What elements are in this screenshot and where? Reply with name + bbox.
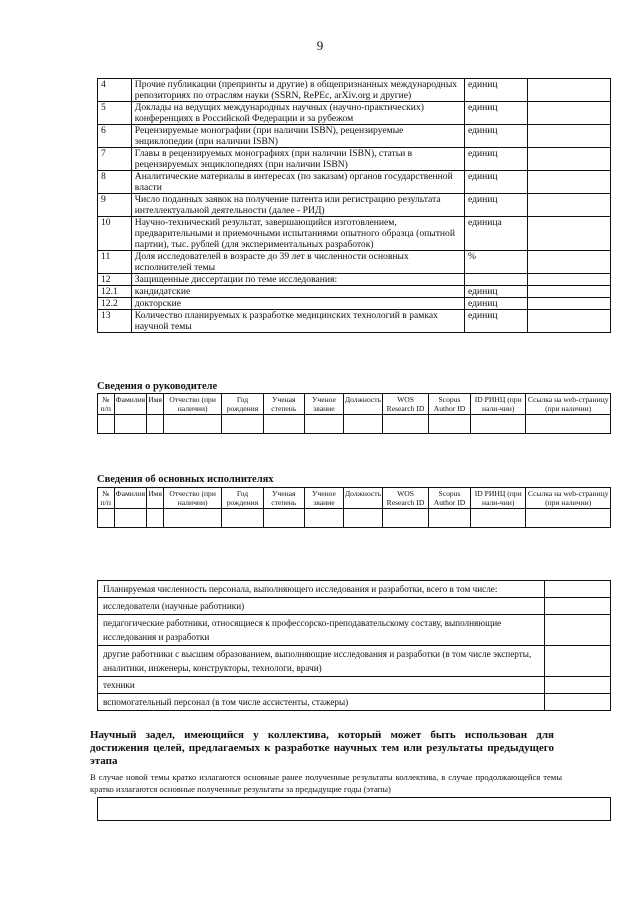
- personnel-row: [98, 581, 611, 598]
- column-header: Имя: [147, 488, 164, 509]
- indicator-value-cell[interactable]: [527, 102, 611, 125]
- empty-cell[interactable]: [98, 509, 115, 528]
- indicator-row: [98, 310, 611, 333]
- indicator-name: Аналитические материалы в интересах (по заказам) органов государственной власти: [131, 171, 464, 194]
- indicator-name: Доклады на ведущих международных научных (научно-практических) конференциях в Российской Федерации и за рубежом: [131, 102, 464, 125]
- empty-cell[interactable]: [163, 509, 221, 528]
- personnel-table: [97, 580, 611, 711]
- column-header: Ученое звание: [304, 488, 343, 509]
- indicator-row: [98, 298, 611, 310]
- personnel-label: исследователи (научные работники): [98, 598, 545, 615]
- empty-cell[interactable]: [263, 509, 304, 528]
- leader-heading: Сведения о руководителе: [97, 381, 218, 392]
- indicator-unit: единица: [464, 217, 527, 251]
- indicator-number: 11: [98, 251, 132, 274]
- column-header: WOS Research ID: [383, 394, 429, 415]
- personnel-label: Планируемая численность персонала, выполняющего исследования и разработки, всего в том числе:: [98, 581, 545, 598]
- column-header: Ученое звание: [304, 394, 343, 415]
- personnel-label: техники: [98, 677, 545, 694]
- indicator-row: [98, 102, 611, 125]
- personnel-label: педагогические работники, относящиеся к профессорско-преподавательскому составу, выполняющие исследования и разработки: [98, 615, 545, 646]
- indicator-name: Научно-технический результат, завершающийся изготовлением, предварительными и приемочными испытаниями опытного образца (опытной партии), тыс. рублей (для экспериментальных разработок): [131, 217, 464, 251]
- indicator-unit: единиц: [464, 298, 527, 310]
- column-header: Ученая степень: [263, 394, 304, 415]
- column-header: ID РИНЦ (при нали-чии): [471, 394, 526, 415]
- personnel-value-cell[interactable]: [544, 615, 610, 646]
- column-header: Отчество (при наличии): [163, 394, 221, 415]
- indicator-number: 6: [98, 125, 132, 148]
- column-header: Год рождения: [222, 394, 263, 415]
- empty-cell[interactable]: [471, 415, 526, 434]
- leader-body: [98, 394, 611, 434]
- indicator-number: 5: [98, 102, 132, 125]
- empty-cell[interactable]: [383, 509, 429, 528]
- indicator-number: 7: [98, 148, 132, 171]
- column-header: Должность: [343, 394, 382, 415]
- indicator-unit: единиц: [464, 171, 527, 194]
- indicator-value-cell[interactable]: [527, 171, 611, 194]
- personnel-label: другие работники с высшим образованием, выполняющие исследования и разработки (в том числе эксперты, аналитики, инженеры, конструкторы, технологи, врачи): [98, 646, 545, 677]
- empty-row: [98, 415, 611, 434]
- indicator-value-cell[interactable]: [527, 148, 611, 171]
- empty-cell[interactable]: [304, 415, 343, 434]
- indicator-unit: [464, 274, 527, 286]
- page-number: 9: [316, 38, 324, 53]
- empty-cell[interactable]: [471, 509, 526, 528]
- personnel-body: [98, 581, 611, 711]
- header-row: [98, 394, 611, 415]
- empty-cell[interactable]: [114, 509, 147, 528]
- column-header: Год рождения: [222, 488, 263, 509]
- personnel-row: [98, 598, 611, 615]
- executors-heading: Сведения об основных исполнителях: [97, 474, 274, 485]
- personnel-value-cell[interactable]: [544, 694, 610, 711]
- indicator-value-cell[interactable]: [527, 274, 611, 286]
- indicator-number: 12.2: [98, 298, 132, 310]
- indicator-name: Прочие публикации (препринты и другие) в общепризнанных международных репозиториях по отраслям науки (SSRN, RePEc, arXiv.org и другие): [131, 79, 464, 102]
- indicator-value-cell[interactable]: [527, 298, 611, 310]
- indicator-row: [98, 286, 611, 298]
- empty-cell[interactable]: [222, 509, 263, 528]
- backlog-title: Научный задел, имеющийся у коллектива, который может быть использован для достижения целей, предлагаемых к разработке научных тем или результаты предыдущего этапа: [90, 729, 554, 767]
- column-header: Scopus Author ID: [428, 394, 470, 415]
- column-header: № п/п: [98, 394, 115, 415]
- indicator-name: докторские: [131, 298, 464, 310]
- indicator-name: Доля исследователей в возрасте до 39 лет в численности основных исполнителей темы: [131, 251, 464, 274]
- personnel-row: [98, 677, 611, 694]
- backlog-note: В случае новой темы кратко излагаются основные ранее полученные результаты коллектива, в случае продолжающейся темы кратко излагаются основные полученные результаты за предыдущие годы (этапы): [90, 772, 562, 794]
- indicator-name: Защищенные диссертации по теме исследования:: [131, 274, 464, 286]
- header-row: [98, 488, 611, 509]
- empty-cell[interactable]: [147, 415, 164, 434]
- indicator-value-cell[interactable]: [527, 79, 611, 102]
- indicator-name: Главы в рецензируемых монографиях (при наличии ISBN), статьи в рецензируемых энциклопедиях (при наличии ISBN): [131, 148, 464, 171]
- empty-cell[interactable]: [343, 415, 382, 434]
- indicator-unit: единиц: [464, 310, 527, 333]
- indicator-number: 9: [98, 194, 132, 217]
- column-header: Должность: [343, 488, 382, 509]
- column-header: Фамилия: [114, 394, 147, 415]
- indicator-number: 10: [98, 217, 132, 251]
- indicator-row: [98, 148, 611, 171]
- indicator-row: [98, 79, 611, 102]
- column-header: Ученая степень: [263, 488, 304, 509]
- indicator-row: [98, 194, 611, 217]
- indicator-unit: единиц: [464, 125, 527, 148]
- indicator-value-cell[interactable]: [527, 310, 611, 333]
- personnel-row: [98, 646, 611, 677]
- indicator-value-cell[interactable]: [527, 286, 611, 298]
- empty-cell[interactable]: [304, 509, 343, 528]
- empty-cell[interactable]: [114, 415, 147, 434]
- personnel-value-cell[interactable]: [544, 646, 610, 677]
- indicator-unit: %: [464, 251, 527, 274]
- column-header: № п/п: [98, 488, 115, 509]
- personnel-value-cell[interactable]: [544, 581, 610, 598]
- empty-cell[interactable]: [383, 415, 429, 434]
- indicators-table: [97, 78, 611, 333]
- column-header: WOS Research ID: [383, 488, 429, 509]
- empty-cell[interactable]: [526, 509, 611, 528]
- indicator-name: Количество планируемых к разработке медицинских технологий в рамках научной темы: [131, 310, 464, 333]
- empty-cell[interactable]: [222, 415, 263, 434]
- empty-row: [98, 509, 611, 528]
- empty-cell[interactable]: [428, 509, 470, 528]
- indicator-row: [98, 274, 611, 286]
- personnel-label: вспомогательный персонал (в том числе ассистенты, стажеры): [98, 694, 545, 711]
- leader-table: [97, 393, 611, 434]
- indicator-number: 4: [98, 79, 132, 102]
- indicator-number: 12: [98, 274, 132, 286]
- indicator-value-cell[interactable]: [527, 194, 611, 217]
- column-header: Ссылка на web-страницу (при наличии): [527, 489, 609, 507]
- indicator-name: кандидатские: [131, 286, 464, 298]
- column-header: Отчество (при наличии): [163, 488, 221, 509]
- executors-table: [97, 487, 611, 528]
- indicators-body: [98, 79, 611, 333]
- indicator-unit: единиц: [464, 102, 527, 125]
- indicator-row: [98, 217, 611, 251]
- column-header: ID РИНЦ (при нали-чии): [471, 488, 526, 509]
- column-header: Ссылка на web-страницу (при наличии): [527, 395, 609, 413]
- indicator-number: 12.1: [98, 286, 132, 298]
- column-header: Фамилия: [114, 488, 147, 509]
- indicator-value-cell[interactable]: [527, 217, 611, 251]
- empty-cell[interactable]: [163, 415, 221, 434]
- indicator-unit: единиц: [464, 148, 527, 171]
- personnel-value-cell[interactable]: [544, 677, 610, 694]
- indicator-name: Рецензируемые монографии (при наличии ISBN), рецензируемые энциклопедии (при наличии ISBN): [131, 125, 464, 148]
- indicator-row: [98, 251, 611, 274]
- empty-cell[interactable]: [526, 415, 611, 434]
- personnel-row: [98, 694, 611, 711]
- column-header: Scopus Author ID: [428, 488, 470, 509]
- indicator-name: Число поданных заявок на получение патента или регистрацию результата интеллектуальной деятельности (далее - РИД): [131, 194, 464, 217]
- indicator-number: 13: [98, 310, 132, 333]
- indicator-number: 8: [98, 171, 132, 194]
- empty-cell[interactable]: [263, 415, 304, 434]
- empty-cell[interactable]: [343, 509, 382, 528]
- indicator-row: [98, 171, 611, 194]
- indicator-value-cell[interactable]: [527, 251, 611, 274]
- personnel-value-cell[interactable]: [544, 598, 610, 615]
- executors-body: [98, 488, 611, 528]
- backlog-answer-box[interactable]: [97, 797, 611, 821]
- indicator-row: [98, 125, 611, 148]
- column-header: Имя: [147, 394, 164, 415]
- empty-cell[interactable]: [98, 415, 115, 434]
- indicator-value-cell[interactable]: [527, 125, 611, 148]
- empty-cell[interactable]: [428, 415, 470, 434]
- indicator-unit: единиц: [464, 286, 527, 298]
- personnel-row: [98, 615, 611, 646]
- indicator-unit: единиц: [464, 79, 527, 102]
- empty-cell[interactable]: [147, 509, 164, 528]
- indicator-unit: единиц: [464, 194, 527, 217]
